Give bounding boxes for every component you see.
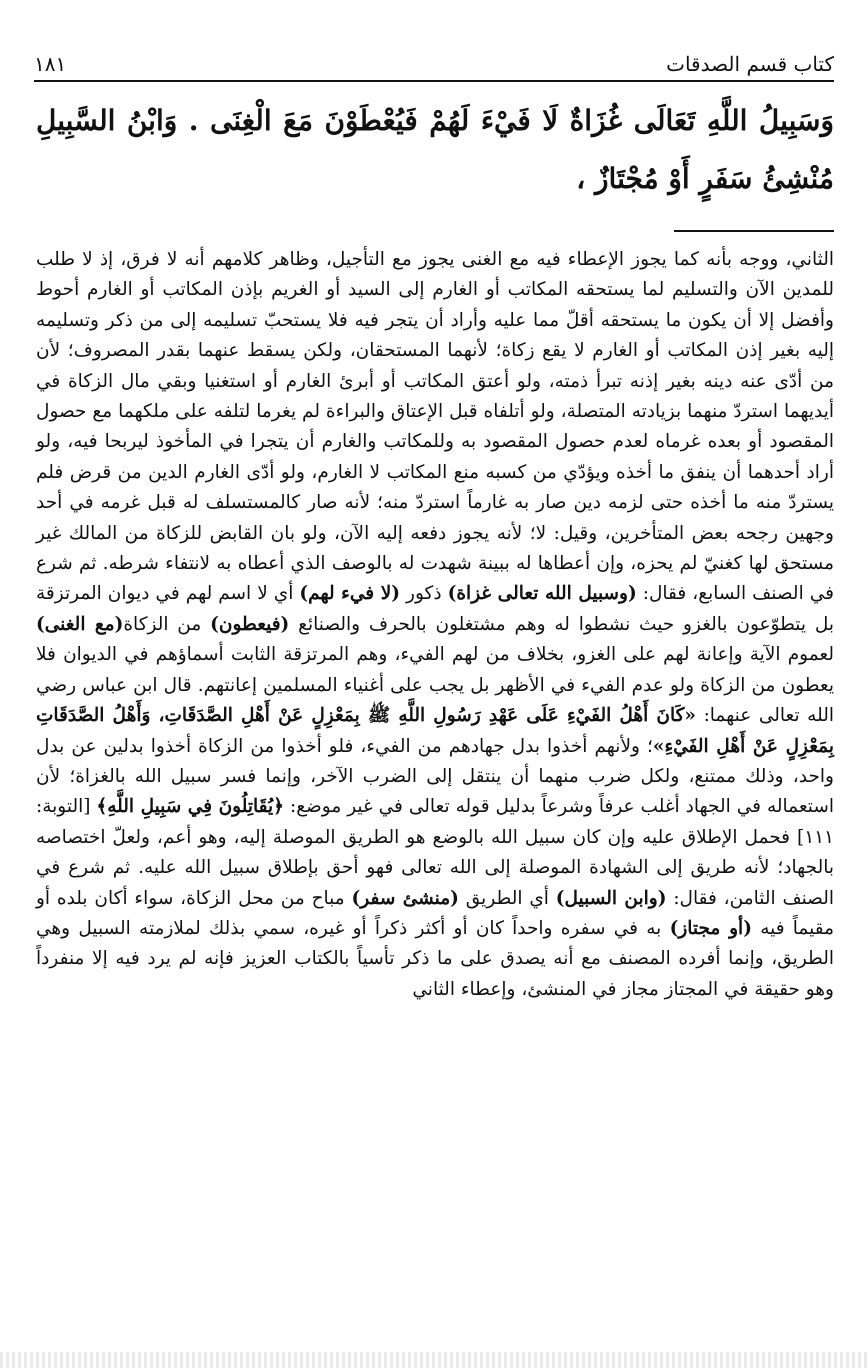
commentary [36,245,834,1005]
page-number: ١٨١ [34,52,67,76]
quoted-matn: (وابن السبيل) [555,887,667,909]
quoted-matn: (وسبيل الله تعالى غزاة) [447,583,637,605]
commentary-text: الثاني، ووجه بأنه كما يجوز الإعطاء فيه مع الغنى يجوز مع التأجيل، وظاهر كلامهم أنه لا فرق، إذ لا طلب للمدين الآن والتسليم لما يستحقه المكاتب أو الغارم إلى السيد أو الغريم بإذن المكاتب أو الغارم أحوط وأفضل إلا أن يكون ما يستحقه أقلّ مما عليه وأراد أن يتجر فيه فلا يستحبّ تسليمه إلى من ذكر وتسليمه إليه بغير إذن المكاتب أو الغارم لا يقع زكاة؛ لأنهما المستحقان، ولكن يسقط عنهما بقدر المصروف؛ لأن من أدّى عنه دينه بغير إذنه تبرأ ذمته، ولو أعتق المكاتب أو أبرئ الغارم أو استغنيا وبقي مال الزكاة في أيديهما استردّ منهما بزيادته المتصلة، ولو أتلفاه قبل الإعتاق والبراءة لم يغرما لتلفه على ملكهما مع حصول المقصود أو بعده غرماه لعدم حصول المقصود به وللمكاتب والغارم أن يتجرا في المأخوذ ليربحا فيه، ولو أراد أحدهما أن ينفق ما أخذه ويؤدّي من كسبه منع المكاتب لا الغارم، ولو أدّى الغارم الدين من قرض فلم يستردّ منه ما أخذه حتى لزمه دين صار به غارماً استردّ منه؛ لأنه صار كالمستسلف له قبل غرمه في أحد وجهين رجحه بعض المتأخرين، وقيل: لا؛ لأنه يجوز دفعه إليه الآن، ولو بان القابض للزكاة من المالك غير مستحق لها كغنيّ لم يحزه، وإن أعطاها له ببينة شهدت له بالوصف الذي أعطاه به لانتفاء شرطه. ثم شرع في الصنف السابع، فقال: [36,249,834,605]
scan-border [0,1352,868,1368]
matn-divider [674,230,834,232]
matn-text: وَسَبِيلُ اللَّهِ تَعَالَى غُزَاةٌ لَا فَيْءَ لَهُمْ فَيُعْطَوْنَ مَعَ الْغِنَى . وَابْنُ السَّبِيلِ مُنْشِئُ سَفَرٍ أَوْ مُجْتَازٌ ، [36,104,834,195]
page-header [34,40,834,76]
quran-quote: ﴿يُقَاتِلُونَ فِي سَبِيلِ اللَّهِ﴾ [96,796,284,818]
commentary-text: به في سفره واحداً كان أو أكثر ذكراً أو غيره، سمي بذلك لملازمته السبيل وهي الطريق، وإنما أفرده المصنف مع أنه يصدق على ما ذكر تأسياً بالكتاب العزيز فإنه لم يرد فيه إلا منفرداً وهو حقيقة في المجتاز مجاز في المنشئ، وإعطاء الثاني [36,917,834,1000]
commentary-text: ؛ ولأنهم أخذوا بدل جهادهم من الفيء، فلو أخذوا من الزكاة أخذوا بدلين عن بدل واحد، وذلك ممتنع، ولكل ضرب منهما أن ينتقل إلى الضرب الآخر، وإنما فسر سبيل الله بالغزاة؛ لأن استعماله في الجهاد أغلب عرفاً وشرعاً بدليل قوله تعالى في غير موضع: [36,735,834,818]
commentary-text: أي الطريق [465,887,549,909]
commentary-text: أي لا اسم لهم في ديوان المرتزقة بل يتطوّعون بالغزو حيث نشطوا له وهم مشتغلون بالحرف والصنائع [36,583,834,635]
commentary-text: مباح من محل الزكاة، سواء أكان بلده أو مقيماً فيه [36,887,834,939]
quoted-matn: (مع الغنى) [36,613,124,635]
quoted-matn: (لا فيء لهم) [299,583,401,605]
quoted-matn: (فيعطون) [210,613,290,635]
header-divider [34,80,834,82]
quoted-matn: (أو مجتاز) [669,917,752,939]
quoted-matn: (منشئ سفر) [351,887,459,909]
commentary-text: ذكور [406,583,442,605]
book-title: كتاب قسم الصدقات [666,52,834,76]
hadith-quote: «كَانَ أَهْلُ الفَيْءِ عَلَى عَهْدِ رَسُولِ اللَّهِ ﷺ بِمَعْزِلٍ عَنْ أَهْلِ الصَّدَقَاتِ، وَأَهْلُ الصَّدَقَاتِ بِمَعْزِلٍ عَنْ أَهْلِ الفَيْءِ» [36,705,834,757]
commentary-text: لعموم الآية وإعانة لهم على الغزو، بخلاف من لهم الفيء، وهم المرتزقة الثابت أسماؤهم في الديوان فلا يعطون من الزكاة ولو عدم الفيء في الأظهر بل يجب على أغنياء المسلمين إعانتهم. قال ابن عباس رضي الله تعالى عنهما: [36,644,834,727]
commentary-paragraph [36,245,834,1005]
commentary-text: [التوبة: ١١١] فحمل الإطلاق عليه وإن كان سبيل الله بالوضع هو الطريق الموصلة إليه، وهو أعم، ولعلّ اختصاصه بالجهاد؛ لأنه طريق إلى الشهادة الموصلة إلى الله تعالى فهو أحق بإطلاق سبيل الله عليه. ثم شرع في الصنف الثامن، فقال: [36,796,835,909]
commentary-text: من الزكاة [123,613,202,635]
